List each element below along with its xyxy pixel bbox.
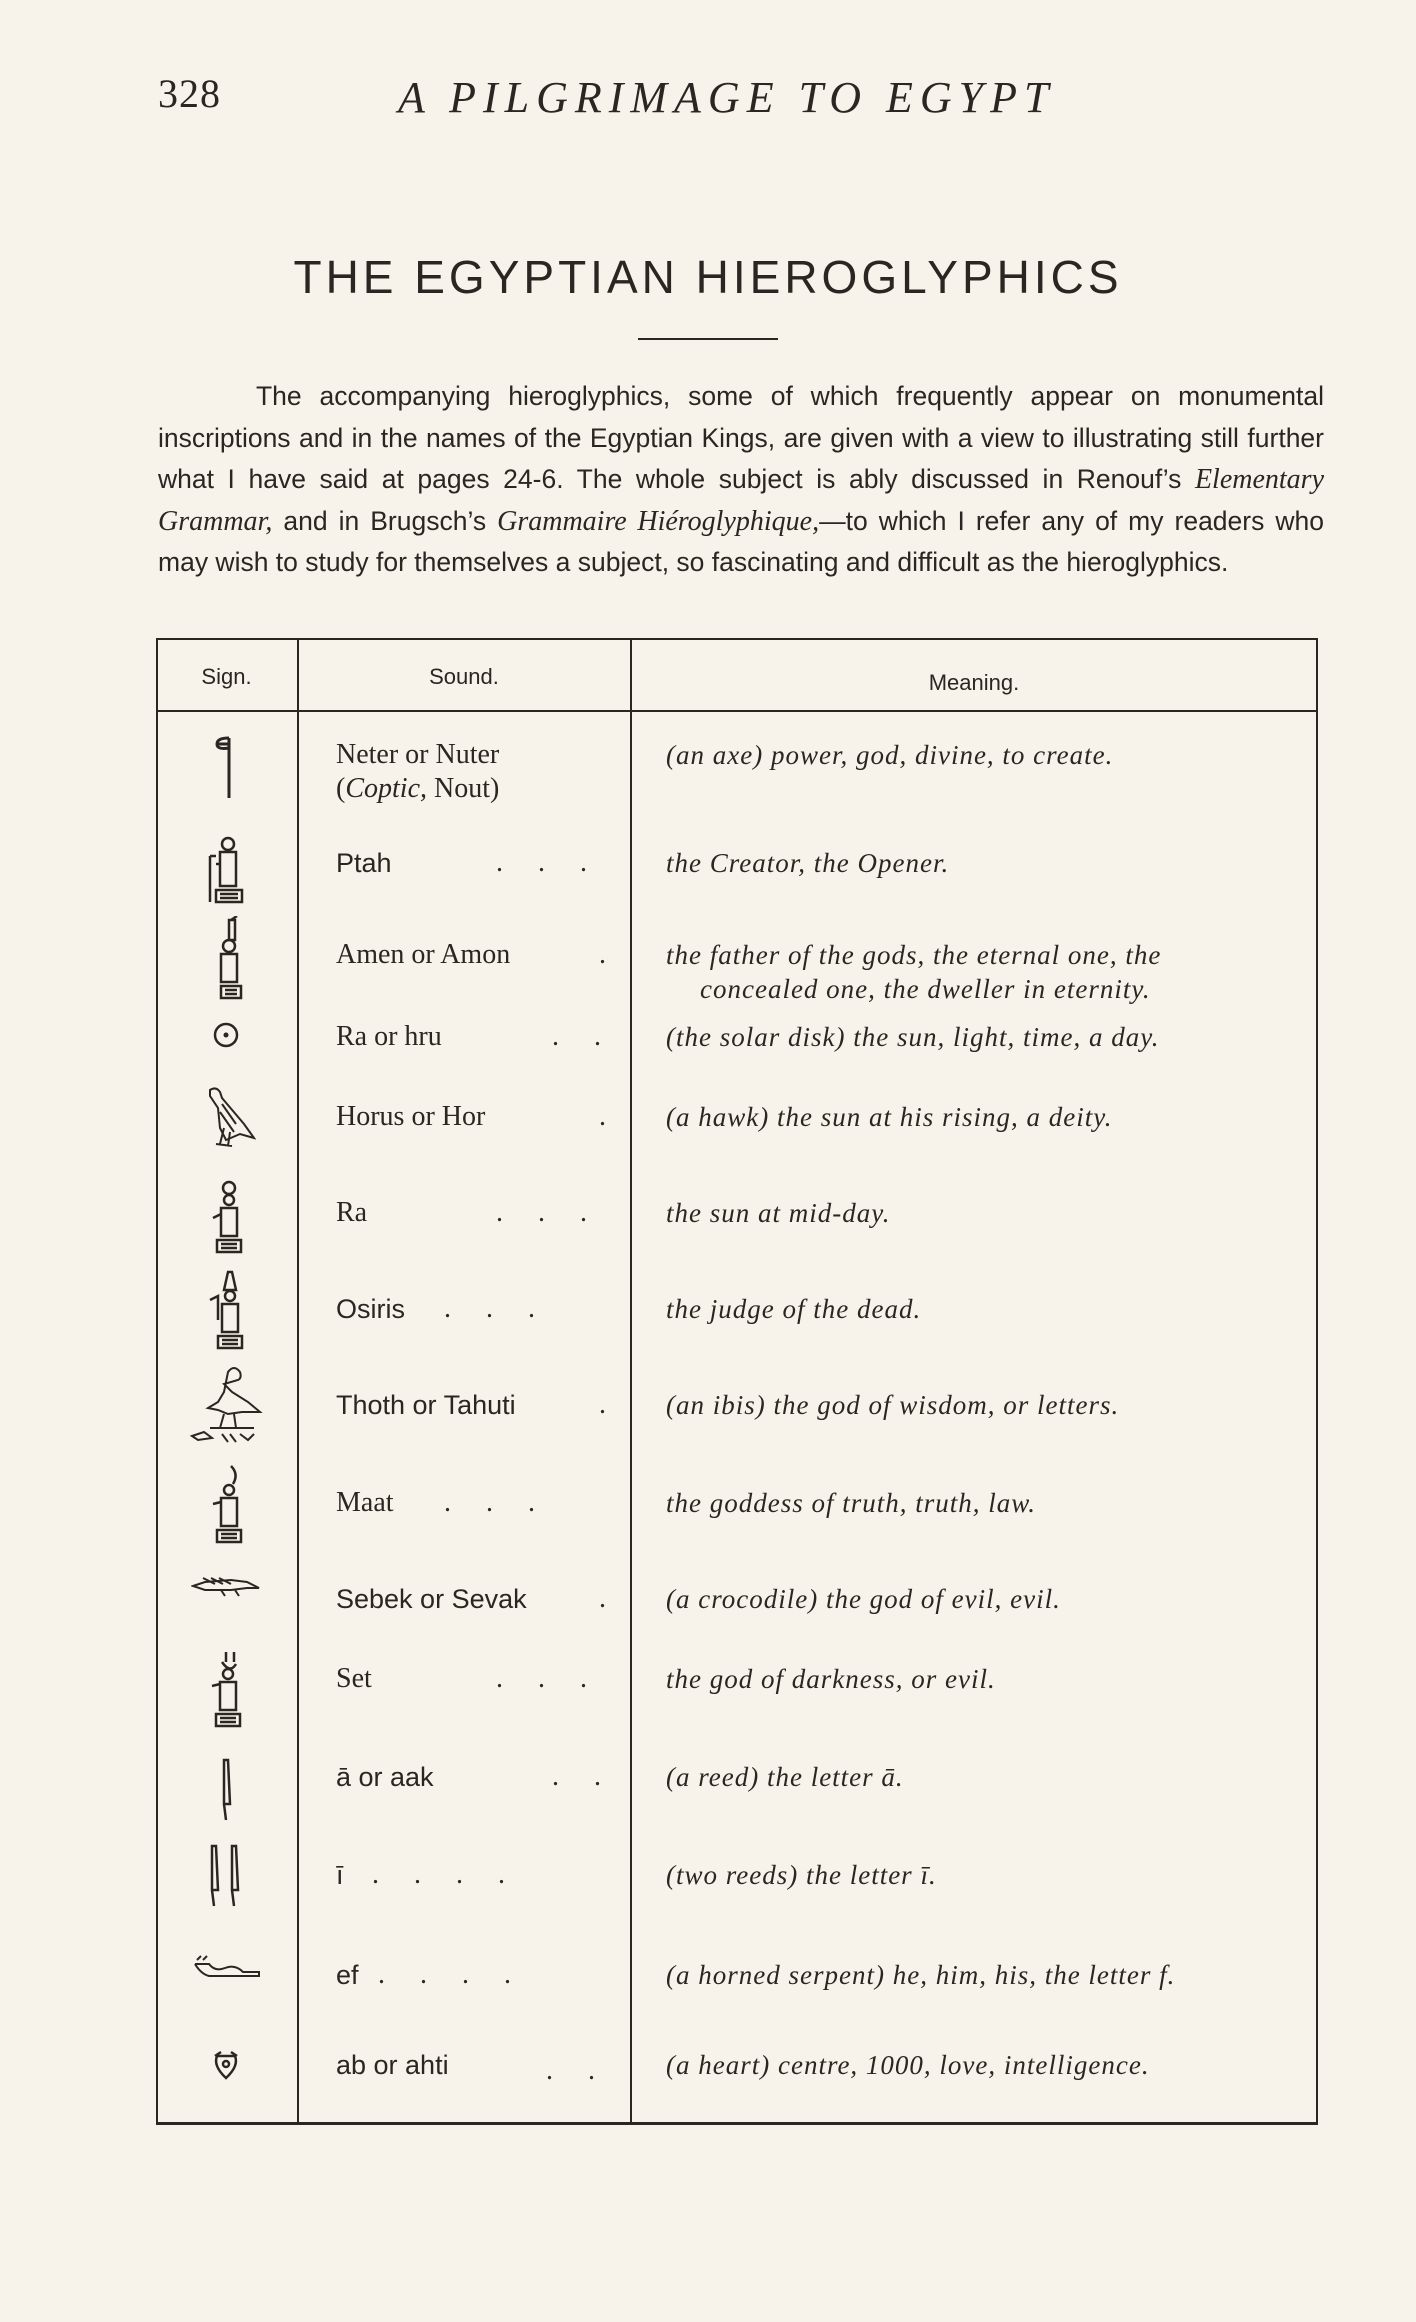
heart-vase-icon [156, 2048, 296, 2108]
meaning-cell: the god of darkness, or evil. [666, 1664, 996, 1694]
table-top-rule [156, 638, 1318, 640]
intro-ref-renouf: Elementary Grammar, [158, 464, 1324, 537]
sound-text: Maat [336, 1487, 394, 1518]
seated-god-ra-icon [156, 1180, 296, 1240]
axe-glyph-icon [156, 734, 296, 794]
intro-paragraph [158, 376, 1324, 584]
sound-text: Amen or Amon [336, 939, 511, 970]
horned-serpent-icon [156, 1954, 296, 2014]
sound-text: Horus or Hor [336, 1101, 486, 1132]
meaning-text: the father of the gods, the eternal one, the [666, 940, 1162, 970]
meaning-cell: (the solar disk) the sun, light, time, a day. [666, 1022, 1160, 1052]
meaning-cell [666, 938, 1336, 1006]
sound-text: ī [336, 1860, 344, 1890]
sound-text: Neter or Nuter [336, 739, 500, 770]
sound-text: Ra [336, 1197, 368, 1228]
meaning-cell: (two reeds) the letter ī. [666, 1860, 937, 1890]
sound-text: Ptah [336, 848, 392, 878]
ibis-icon [156, 1362, 296, 1422]
seated-god-ptah-icon [156, 834, 296, 894]
seated-god-amen-icon [156, 916, 296, 976]
section-title: THE EGYPTIAN HIEROGLYPHICS [293, 251, 1123, 303]
header-sign: Sign. [201, 664, 252, 689]
hawk-icon [156, 1084, 296, 1144]
meaning-cell: (an ibis) the god of wisdom, or letters. [666, 1390, 1120, 1420]
intro-text-2: and in Brugsch’s [272, 505, 498, 536]
meaning-cell: (a reed) the letter ā. [666, 1762, 904, 1792]
hieroglyph-table: Sign. Sound. Meaning. Neter or Nuter (Coptic, Nout) (an axe) power, god, divine, to create. Ptah . . . the Creator, the Opener. Amen or Amon . the father of the gods, the eternal one, the concealed one, the dweller in eternity. Ra or hru . . (the solar disk) the sun, light, time, a day. Horus or Hor . (a hawk) the sun at his rising, a deity. Ra . . . the sun at mid-day. Osiris . . . the judge of the dead. Thoth or Tahuti . (an ibis) the god of wisdom, or letters. Maat . . . the goddess of truth, truth, law. Sebek or Sevak . (a crocodile) the god of evil, evil. Set . . . the god of darkness, or evil. ā or aak . . (a reed) the letter ā. ī . . . . (two reeds) the letter ī. ef . . . . (a horned serpent) he, him, his, the letter f. ab or ahti . . (a heart) centre, 1000, love, intelligence. [156, 638, 1318, 2126]
title-rule [638, 338, 778, 340]
running-head [158, 70, 1288, 130]
sound-text: Osiris [336, 1294, 405, 1324]
sound-coptic: Coptic, [345, 773, 427, 804]
sound-text: ab or ahti [336, 2050, 449, 2080]
table-bottom-rule [156, 2122, 1318, 2125]
sound-text-line2: (Coptic, Nout) [336, 773, 500, 804]
sound-text: ef [336, 1960, 359, 1990]
seated-god-set-icon [156, 1650, 296, 1710]
intro-text-3: —to which I refer any of my readers who may wish to study for themselves a subject, so fascinating and difficult as the hieroglyphics. [158, 505, 1324, 577]
meaning-cell: the Creator, the Opener. [666, 848, 950, 878]
running-title: A PILGRIMAGE TO EGYPT [398, 73, 1056, 122]
header-meaning: Meaning. [928, 670, 1020, 695]
sound-text: Set [336, 1663, 372, 1694]
sound-text: ā or aak [336, 1762, 434, 1792]
intro-ref-brugsch: Grammaire Hiéroglyphique, [497, 505, 820, 537]
table-sign-sound-rule [297, 638, 299, 2125]
header-sound: Sound. [429, 664, 499, 689]
sound-text: Sebek or Sevak [336, 1584, 527, 1614]
meaning-cell: (a hawk) the sun at his rising, a deity. [666, 1102, 1113, 1132]
crocodile-icon [156, 1574, 296, 1634]
reed-icon [156, 1758, 296, 1818]
meaning-cell: the goddess of truth, truth, law. [666, 1488, 1037, 1518]
meaning-text-line2: concealed one, the dweller in eternity. [700, 974, 1151, 1004]
meaning-cell: (a horned serpent) he, him, his, the letter f. [666, 1960, 1176, 1990]
sound-text: Ra or hru [336, 1021, 442, 1052]
seated-god-osiris-icon [156, 1270, 296, 1330]
meaning-cell: (a crocodile) the god of evil, evil. [666, 1584, 1061, 1614]
intro-text-1: The accompanying hieroglyphics, some of which frequently appear on monumental inscriptions and in the names of the Egyptian Kings, are given with a view to illustrating still further what I have said at pages 24-6. The whole subject is ably discussed in Renouf’s [158, 381, 1324, 494]
meaning-cell: the sun at mid-day. [666, 1198, 891, 1228]
sound-text: Thoth or Tahuti [336, 1390, 516, 1420]
sun-disk-icon [156, 1020, 296, 1080]
meaning-cell: (a heart) centre, 1000, love, intelligence. [666, 2050, 1150, 2080]
meaning-cell: (an axe) power, god, divine, to create. [666, 740, 1114, 770]
seated-goddess-maat-icon [156, 1464, 296, 1524]
page-number: 328 [158, 71, 221, 116]
two-reeds-icon [156, 1844, 296, 1904]
meaning-cell: the judge of the dead. [666, 1294, 922, 1324]
table-header-rule [156, 710, 1318, 712]
